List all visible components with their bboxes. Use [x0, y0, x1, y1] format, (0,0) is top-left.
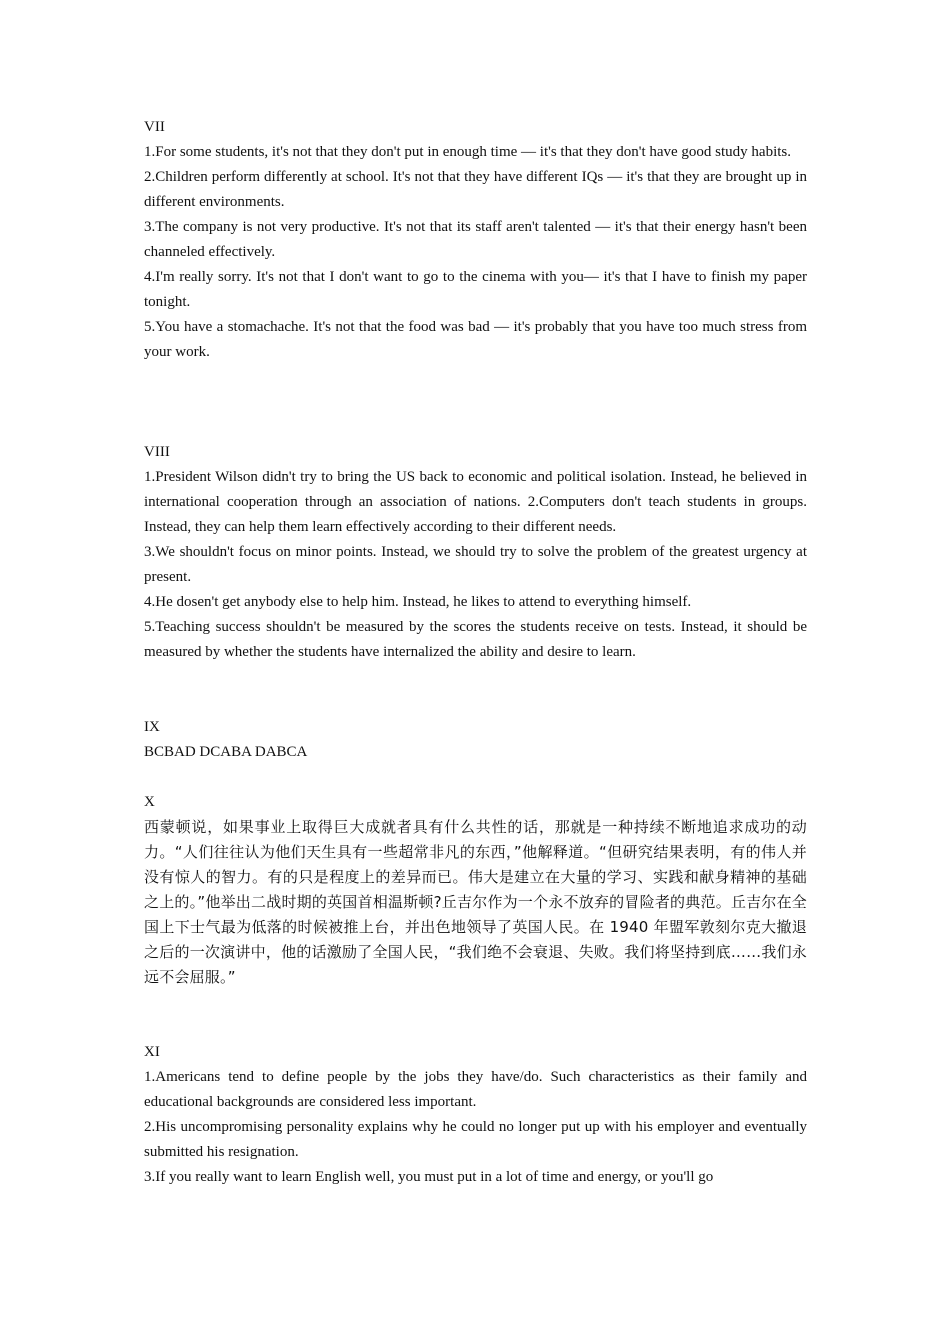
viii-item-3: 3.We shouldn't focus on minor points. Instead, we should try to solve the problem of the greatest urgency at present. — [144, 544, 807, 585]
section-heading-xi: XI — [144, 1044, 160, 1060]
section-heading-viii: VIII — [144, 444, 170, 460]
viii-item-1-2: 1.President Wilson didn't try to bring the US back to economic and political isolation. Instead, he believed in international cooperation through an association of nations. 2.Computers don't teach students in groups. Instead, they can help them learn effectively according to their different needs. — [144, 469, 807, 535]
ix-answers: BCBAD DCABA DABCA — [144, 744, 308, 760]
section-ix — [144, 715, 807, 765]
section-vii — [144, 115, 807, 365]
viii-item-4: 4.He dosen't get anybody else to help him. Instead, he likes to attend to everything himself. — [144, 594, 692, 610]
section-heading-ix: IX — [144, 719, 160, 735]
vii-item-1: 1.For some students, it's not that they don't put in enough time — it's that they don't have good study habits. — [144, 144, 792, 160]
spacer — [144, 665, 807, 715]
xi-item-1: 1.Americans tend to define people by the jobs they have/do. Such characteristics as their family and educational backgrounds are considered less important. — [144, 1069, 807, 1110]
vii-item-4: 4.I'm really sorry. It's not that I don't want to go to the cinema with you— it's that I have to finish my paper tonight. — [144, 269, 807, 310]
viii-item-5: 5.Teaching success shouldn't be measured by the scores the students receive on tests. Instead, it should be measured by whether the students have internalized the ability and desire to learn. — [144, 619, 807, 660]
section-xi — [144, 1040, 807, 1190]
vii-item-5: 5.You have a stomachache. It's not that the food was bad — it's probably that you have too much stress from your work. — [144, 319, 807, 360]
vii-item-3: 3.The company is not very productive. It's not that its staff aren't talented — it's that their energy hasn't been channeled effectively. — [144, 219, 807, 260]
xi-item-3: 3.If you really want to learn English well, you must put in a lot of time and energy, or you'll go — [144, 1169, 714, 1185]
spacer — [144, 990, 807, 1040]
xi-item-2: 2.His uncompromising personality explains why he could no longer put up with his employer and eventually submitted his resignation. — [144, 1119, 807, 1160]
spacer — [144, 765, 807, 790]
section-x — [144, 790, 807, 990]
section-heading-vii: VII — [144, 119, 165, 135]
spacer — [144, 365, 807, 440]
document-page — [144, 115, 807, 1190]
section-heading-x: X — [144, 794, 155, 810]
vii-item-2: 2.Children perform differently at school. It's not that they have different IQs — it's that they are brought up in different environments. — [144, 169, 807, 210]
section-viii — [144, 440, 807, 665]
x-translation-text: 西蒙顿说，如果事业上取得巨大成就者具有什么共性的话，那就是一种持续不断地追求成功的动力。“人们往往认为他们天生具有一些超常非凡的东西，”他解释道。“但研究结果表明，有的伟人并没有惊人的智力。有的只是程度上的差异而已。伟大是建立在大量的学习、实践和献身精神的基础之上的。”他举出二战时期的英国首相温斯顿?丘吉尔作为一个永不放弃的冒险者的典范。丘吉尔在全国上下士气最为低落的时候被推上台，并出色地领导了英国人民。在 1940 年盟军敦刻尔克大撤退之后的一次演讲中，他的话激励了全国人民，“我们绝不会衰退、失败。我们将坚持到底……我们永远不会屈服。” — [144, 818, 807, 986]
